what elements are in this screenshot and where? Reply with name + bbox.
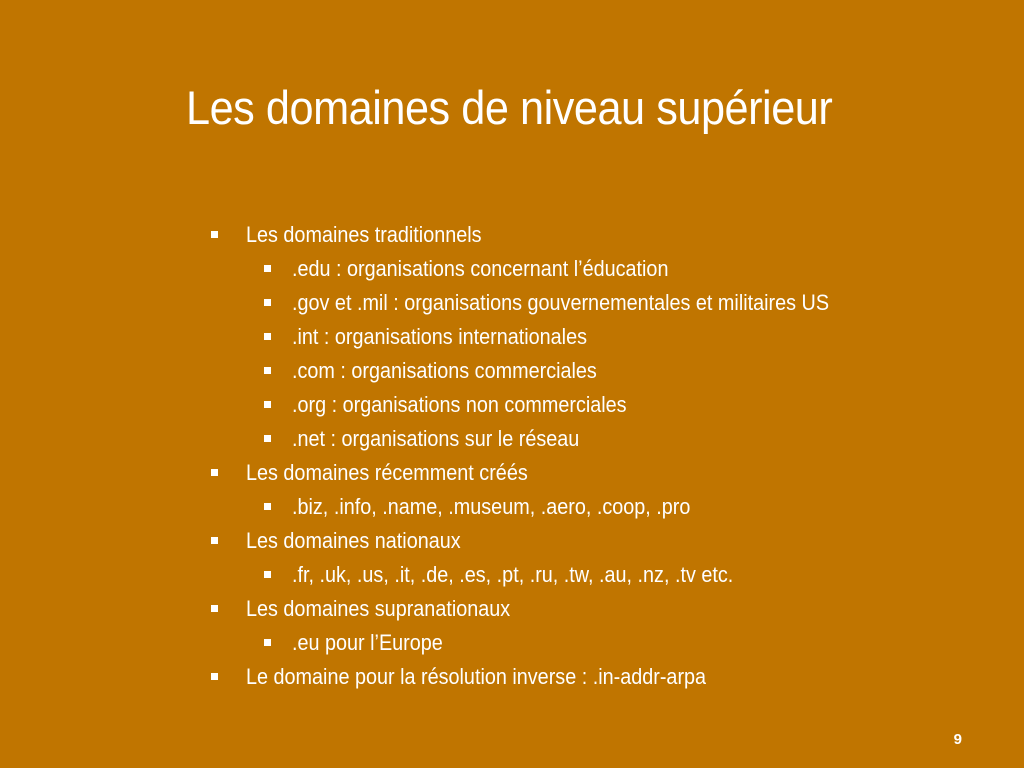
sub-list-item bbox=[0, 490, 1024, 524]
sub-list-item bbox=[0, 626, 1024, 660]
sub-list-item bbox=[0, 388, 1024, 422]
square-bullet-icon bbox=[264, 401, 271, 408]
slide-title: Les domaines de niveau supérieur bbox=[186, 81, 833, 134]
list-item-text: Les domaines supranationaux bbox=[246, 596, 511, 621]
list-item bbox=[0, 592, 1024, 626]
sub-list-item-text: .com : organisations commerciales bbox=[292, 358, 597, 383]
square-bullet-icon bbox=[264, 639, 271, 646]
sub-list-item bbox=[0, 422, 1024, 456]
sub-list-item bbox=[0, 558, 1024, 592]
list-item bbox=[0, 456, 1024, 490]
sub-list-item bbox=[0, 354, 1024, 388]
square-bullet-icon bbox=[211, 231, 218, 238]
square-bullet-icon bbox=[211, 537, 218, 544]
square-bullet-icon bbox=[264, 571, 271, 578]
list-item-text: Les domaines traditionnels bbox=[246, 222, 482, 247]
list-item bbox=[0, 524, 1024, 558]
page-number: 9 bbox=[953, 731, 962, 748]
list-item-text: Les domaines nationaux bbox=[246, 528, 461, 553]
sub-list-item bbox=[0, 286, 1024, 320]
sub-list-item-text: .edu : organisations concernant l’éducation bbox=[292, 256, 669, 281]
sub-list-item-text: .fr, .uk, .us, .it, .de, .es, .pt, .ru, .tw, .au, .nz, .tv etc. bbox=[292, 562, 734, 587]
sub-list-item-text: .net : organisations sur le réseau bbox=[292, 426, 580, 451]
sub-list-item bbox=[0, 252, 1024, 286]
square-bullet-icon bbox=[264, 435, 271, 442]
bullet-list bbox=[0, 218, 1024, 694]
list-item-text: Le domaine pour la résolution inverse : .in-addr-arpa bbox=[246, 664, 707, 689]
square-bullet-icon bbox=[264, 299, 271, 306]
list-item bbox=[0, 660, 1024, 694]
square-bullet-icon bbox=[264, 367, 271, 374]
square-bullet-icon bbox=[211, 673, 218, 680]
square-bullet-icon bbox=[264, 265, 271, 272]
sub-list-item-text: .biz, .info, .name, .museum, .aero, .coop, .pro bbox=[292, 494, 691, 519]
sub-list-item-text: .eu pour l’Europe bbox=[292, 630, 443, 655]
square-bullet-icon bbox=[264, 333, 271, 340]
square-bullet-icon bbox=[211, 605, 218, 612]
sub-list-item-text: .org : organisations non commerciales bbox=[292, 392, 627, 417]
sub-list-item bbox=[0, 320, 1024, 354]
square-bullet-icon bbox=[264, 503, 271, 510]
list-item bbox=[0, 218, 1024, 252]
square-bullet-icon bbox=[211, 469, 218, 476]
sub-list-item-text: .int : organisations internationales bbox=[292, 324, 587, 349]
list-item-text: Les domaines récemment créés bbox=[246, 460, 528, 485]
sub-list-item-text: .gov et .mil : organisations gouvernementales et militaires US bbox=[292, 290, 830, 315]
